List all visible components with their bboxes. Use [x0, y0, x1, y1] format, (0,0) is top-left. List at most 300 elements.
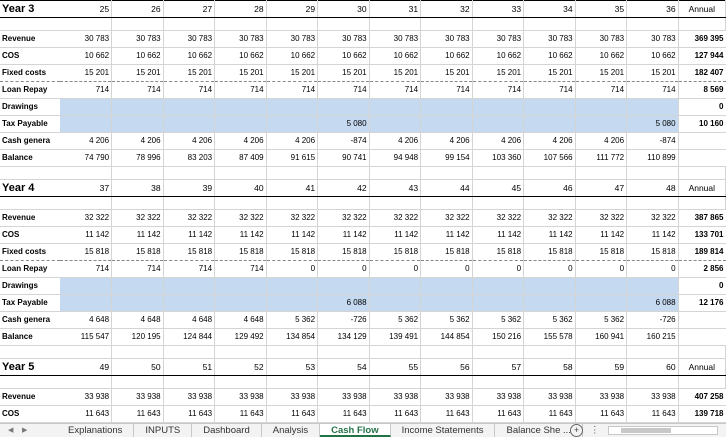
value-cell[interactable]: 714: [215, 82, 267, 99]
value-cell[interactable]: [575, 278, 627, 295]
row-label[interactable]: Tax Payable: [0, 295, 60, 312]
annual-total-cell[interactable]: 387 865: [678, 210, 725, 227]
value-cell[interactable]: 0: [318, 261, 370, 278]
value-cell[interactable]: 91 615: [266, 150, 318, 167]
value-cell[interactable]: 30 783: [524, 31, 576, 48]
blank-cell[interactable]: [318, 167, 370, 180]
value-cell[interactable]: 90 741: [318, 150, 370, 167]
blank-cell[interactable]: [472, 197, 524, 210]
month-number-cell[interactable]: 37: [60, 180, 112, 197]
value-cell[interactable]: 33 938: [112, 389, 164, 406]
blank-cell[interactable]: [163, 18, 215, 31]
month-number-cell[interactable]: 55: [369, 359, 421, 376]
row-label[interactable]: Balance: [0, 329, 60, 346]
value-cell[interactable]: 11 142: [421, 227, 473, 244]
blank-cell[interactable]: [472, 376, 524, 389]
blank-cell[interactable]: [678, 197, 725, 210]
month-number-cell[interactable]: 40: [215, 180, 267, 197]
month-number-cell[interactable]: 43: [369, 180, 421, 197]
value-cell[interactable]: 0: [472, 261, 524, 278]
blank-cell[interactable]: [266, 197, 318, 210]
value-cell[interactable]: [369, 295, 421, 312]
value-cell[interactable]: 32 322: [524, 210, 576, 227]
row-label[interactable]: COS: [0, 48, 60, 65]
month-number-cell[interactable]: 53: [266, 359, 318, 376]
value-cell[interactable]: [60, 278, 112, 295]
month-number-cell[interactable]: 33: [472, 1, 524, 18]
month-number-cell[interactable]: 48: [627, 180, 679, 197]
value-cell[interactable]: 32 322: [627, 210, 679, 227]
value-cell[interactable]: [112, 278, 164, 295]
value-cell[interactable]: [627, 278, 679, 295]
value-cell[interactable]: 15 818: [266, 244, 318, 261]
value-cell[interactable]: 129 492: [215, 329, 267, 346]
value-cell[interactable]: 15 201: [575, 65, 627, 82]
value-cell[interactable]: 11 643: [575, 406, 627, 423]
month-number-cell[interactable]: 25: [60, 1, 112, 18]
month-number-cell[interactable]: 29: [266, 1, 318, 18]
blank-cell[interactable]: [421, 167, 473, 180]
blank-cell[interactable]: [369, 346, 421, 359]
month-number-cell[interactable]: 59: [575, 359, 627, 376]
annual-total-cell[interactable]: 182 407: [678, 65, 725, 82]
blank-cell[interactable]: [627, 346, 679, 359]
value-cell[interactable]: [421, 278, 473, 295]
row-label[interactable]: Drawings: [0, 99, 60, 116]
value-cell[interactable]: 11 142: [112, 227, 164, 244]
value-cell[interactable]: 32 322: [575, 210, 627, 227]
value-cell[interactable]: 11 643: [163, 406, 215, 423]
month-number-cell[interactable]: 27: [163, 1, 215, 18]
value-cell[interactable]: 74 790: [60, 150, 112, 167]
triangle-right-icon[interactable]: ▶: [22, 427, 28, 434]
plus-circle-icon[interactable]: +: [570, 424, 583, 437]
value-cell[interactable]: [112, 295, 164, 312]
value-cell[interactable]: 714: [215, 261, 267, 278]
month-number-cell[interactable]: 57: [472, 359, 524, 376]
value-cell[interactable]: 10 662: [421, 48, 473, 65]
value-cell[interactable]: 15 818: [421, 244, 473, 261]
annual-header-cell[interactable]: Annual: [678, 180, 725, 197]
value-cell[interactable]: 11 643: [369, 406, 421, 423]
blank-cell[interactable]: [0, 346, 60, 359]
value-cell[interactable]: 714: [575, 82, 627, 99]
sheet-tab[interactable]: Cash Flow: [320, 424, 391, 437]
value-cell[interactable]: [60, 99, 112, 116]
blank-cell[interactable]: [575, 18, 627, 31]
value-cell[interactable]: 15 201: [627, 65, 679, 82]
value-cell[interactable]: 4 648: [215, 312, 267, 329]
month-number-cell[interactable]: 32: [421, 1, 473, 18]
blank-cell[interactable]: [266, 167, 318, 180]
value-cell[interactable]: 11 643: [215, 406, 267, 423]
value-cell[interactable]: 0: [627, 261, 679, 278]
value-cell[interactable]: 11 643: [266, 406, 318, 423]
annual-total-cell[interactable]: 8 569: [678, 82, 725, 99]
blank-cell[interactable]: [0, 197, 60, 210]
value-cell[interactable]: 15 201: [369, 65, 421, 82]
value-cell[interactable]: [266, 99, 318, 116]
blank-cell[interactable]: [524, 197, 576, 210]
row-label[interactable]: Loan Repay: [0, 261, 60, 278]
blank-cell[interactable]: [575, 197, 627, 210]
annual-header-cell[interactable]: Annual: [678, 1, 725, 18]
value-cell[interactable]: [524, 99, 576, 116]
value-cell[interactable]: 11 643: [524, 406, 576, 423]
value-cell[interactable]: [472, 278, 524, 295]
value-cell[interactable]: 33 938: [266, 389, 318, 406]
blank-cell[interactable]: [524, 346, 576, 359]
row-label[interactable]: Revenue: [0, 31, 60, 48]
value-cell[interactable]: 15 201: [266, 65, 318, 82]
value-cell[interactable]: 30 783: [163, 31, 215, 48]
value-cell[interactable]: 4 206: [575, 133, 627, 150]
row-label[interactable]: COS: [0, 406, 60, 423]
annual-header-cell[interactable]: Annual: [678, 359, 725, 376]
value-cell[interactable]: [163, 99, 215, 116]
value-cell[interactable]: [575, 116, 627, 133]
value-cell[interactable]: 15 818: [627, 244, 679, 261]
value-cell[interactable]: [266, 278, 318, 295]
value-cell[interactable]: 32 322: [369, 210, 421, 227]
blank-cell[interactable]: [472, 18, 524, 31]
value-cell[interactable]: 32 322: [472, 210, 524, 227]
value-cell[interactable]: 714: [524, 82, 576, 99]
value-cell[interactable]: 0: [575, 261, 627, 278]
annual-total-cell[interactable]: [678, 329, 725, 346]
value-cell[interactable]: [472, 295, 524, 312]
blank-cell[interactable]: [678, 167, 725, 180]
value-cell[interactable]: 5 362: [266, 312, 318, 329]
value-cell[interactable]: [112, 99, 164, 116]
sheet-tab[interactable]: Explanations: [57, 424, 134, 437]
value-cell[interactable]: 83 203: [163, 150, 215, 167]
value-cell[interactable]: 15 818: [524, 244, 576, 261]
value-cell[interactable]: 11 142: [163, 227, 215, 244]
annual-total-cell[interactable]: 407 258: [678, 389, 725, 406]
value-cell[interactable]: 33 938: [369, 389, 421, 406]
value-cell[interactable]: [215, 278, 267, 295]
value-cell[interactable]: [369, 99, 421, 116]
blank-cell[interactable]: [318, 18, 370, 31]
sheet-tab[interactable]: Income Statements: [391, 424, 496, 437]
blank-cell[interactable]: [575, 346, 627, 359]
value-cell[interactable]: [215, 99, 267, 116]
month-number-cell[interactable]: 54: [318, 359, 370, 376]
blank-cell[interactable]: [163, 197, 215, 210]
value-cell[interactable]: 0: [369, 261, 421, 278]
value-cell[interactable]: 10 662: [524, 48, 576, 65]
value-cell[interactable]: [163, 295, 215, 312]
blank-cell[interactable]: [421, 18, 473, 31]
value-cell[interactable]: 10 662: [60, 48, 112, 65]
annual-total-cell[interactable]: 0: [678, 278, 725, 295]
value-cell[interactable]: 11 142: [524, 227, 576, 244]
blank-cell[interactable]: [60, 376, 112, 389]
month-number-cell[interactable]: 36: [627, 1, 679, 18]
value-cell[interactable]: 11 643: [627, 406, 679, 423]
blank-cell[interactable]: [215, 18, 267, 31]
value-cell[interactable]: 15 201: [421, 65, 473, 82]
year-title[interactable]: Year 4: [0, 180, 60, 197]
row-label[interactable]: Cash genera: [0, 312, 60, 329]
value-cell[interactable]: 5 362: [369, 312, 421, 329]
month-number-cell[interactable]: 58: [524, 359, 576, 376]
value-cell[interactable]: 10 662: [318, 48, 370, 65]
month-number-cell[interactable]: 51: [163, 359, 215, 376]
value-cell[interactable]: 33 938: [163, 389, 215, 406]
annual-total-cell[interactable]: 133 701: [678, 227, 725, 244]
value-cell[interactable]: [575, 295, 627, 312]
row-label[interactable]: Fixed costs: [0, 244, 60, 261]
value-cell[interactable]: 144 854: [421, 329, 473, 346]
horizontal-scrollbar[interactable]: [608, 426, 718, 435]
blank-cell[interactable]: [112, 376, 164, 389]
value-cell[interactable]: 4 206: [266, 133, 318, 150]
value-cell[interactable]: 4 206: [472, 133, 524, 150]
row-label[interactable]: Loan Repay: [0, 82, 60, 99]
value-cell[interactable]: 30 783: [421, 31, 473, 48]
row-label[interactable]: Fixed costs: [0, 65, 60, 82]
value-cell[interactable]: 714: [318, 82, 370, 99]
row-label[interactable]: Revenue: [0, 389, 60, 406]
row-label[interactable]: Cash genera: [0, 133, 60, 150]
value-cell[interactable]: [472, 99, 524, 116]
row-label[interactable]: Balance: [0, 150, 60, 167]
value-cell[interactable]: [163, 116, 215, 133]
year-title[interactable]: Year 5: [0, 359, 60, 376]
value-cell[interactable]: [524, 295, 576, 312]
value-cell[interactable]: 11 643: [60, 406, 112, 423]
month-number-cell[interactable]: 44: [421, 180, 473, 197]
month-number-cell[interactable]: 35: [575, 1, 627, 18]
blank-cell[interactable]: [678, 346, 725, 359]
value-cell[interactable]: 714: [112, 82, 164, 99]
value-cell[interactable]: 111 772: [575, 150, 627, 167]
value-cell[interactable]: 10 662: [472, 48, 524, 65]
blank-cell[interactable]: [60, 346, 112, 359]
value-cell[interactable]: 134 129: [318, 329, 370, 346]
sheet-tab[interactable]: Dashboard: [192, 424, 261, 437]
row-label[interactable]: COS: [0, 227, 60, 244]
value-cell[interactable]: 5 080: [627, 116, 679, 133]
blank-cell[interactable]: [524, 376, 576, 389]
value-cell[interactable]: 5 080: [318, 116, 370, 133]
value-cell[interactable]: 33 938: [524, 389, 576, 406]
value-cell[interactable]: 11 142: [60, 227, 112, 244]
month-number-cell[interactable]: 46: [524, 180, 576, 197]
month-number-cell[interactable]: 42: [318, 180, 370, 197]
value-cell[interactable]: 0: [524, 261, 576, 278]
value-cell[interactable]: 10 662: [163, 48, 215, 65]
value-cell[interactable]: [524, 278, 576, 295]
value-cell[interactable]: 11 643: [318, 406, 370, 423]
blank-cell[interactable]: [421, 197, 473, 210]
value-cell[interactable]: 714: [369, 82, 421, 99]
year-title[interactable]: Year 3: [0, 1, 60, 18]
value-cell[interactable]: 30 783: [318, 31, 370, 48]
value-cell[interactable]: 4 648: [60, 312, 112, 329]
blank-cell[interactable]: [421, 376, 473, 389]
value-cell[interactable]: 15 201: [163, 65, 215, 82]
blank-cell[interactable]: [215, 197, 267, 210]
blank-cell[interactable]: [318, 346, 370, 359]
blank-cell[interactable]: [421, 346, 473, 359]
blank-cell[interactable]: [318, 376, 370, 389]
value-cell[interactable]: 15 818: [112, 244, 164, 261]
scrollbar-thumb[interactable]: [621, 428, 671, 433]
blank-cell[interactable]: [60, 18, 112, 31]
blank-cell[interactable]: [575, 376, 627, 389]
value-cell[interactable]: 32 322: [266, 210, 318, 227]
value-cell[interactable]: [266, 116, 318, 133]
sheet-tab[interactable]: INPUTS: [134, 424, 192, 437]
blank-cell[interactable]: [112, 197, 164, 210]
value-cell[interactable]: 714: [421, 82, 473, 99]
blank-cell[interactable]: [627, 167, 679, 180]
value-cell[interactable]: 33 938: [215, 389, 267, 406]
month-number-cell[interactable]: 52: [215, 359, 267, 376]
value-cell[interactable]: 32 322: [215, 210, 267, 227]
value-cell[interactable]: 30 783: [627, 31, 679, 48]
month-number-cell[interactable]: 56: [421, 359, 473, 376]
value-cell[interactable]: 32 322: [60, 210, 112, 227]
value-cell[interactable]: 11 142: [575, 227, 627, 244]
value-cell[interactable]: 33 938: [60, 389, 112, 406]
value-cell[interactable]: 714: [266, 82, 318, 99]
sheet-tab[interactable]: Analysis: [262, 424, 320, 437]
value-cell[interactable]: -874: [318, 133, 370, 150]
value-cell[interactable]: [215, 295, 267, 312]
blank-cell[interactable]: [575, 167, 627, 180]
value-cell[interactable]: 4 206: [112, 133, 164, 150]
month-number-cell[interactable]: 28: [215, 1, 267, 18]
blank-cell[interactable]: [627, 18, 679, 31]
value-cell[interactable]: 5 362: [421, 312, 473, 329]
value-cell[interactable]: 11 142: [266, 227, 318, 244]
blank-cell[interactable]: [524, 167, 576, 180]
value-cell[interactable]: 5 362: [575, 312, 627, 329]
value-cell[interactable]: [421, 295, 473, 312]
value-cell[interactable]: [472, 116, 524, 133]
value-cell[interactable]: 15 818: [318, 244, 370, 261]
value-cell[interactable]: 4 206: [369, 133, 421, 150]
value-cell[interactable]: [575, 99, 627, 116]
ellipsis-icon[interactable]: ⋮: [590, 425, 600, 436]
blank-cell[interactable]: [369, 376, 421, 389]
blank-cell[interactable]: [60, 167, 112, 180]
value-cell[interactable]: 30 783: [60, 31, 112, 48]
value-cell[interactable]: 155 578: [524, 329, 576, 346]
value-cell[interactable]: 714: [163, 261, 215, 278]
value-cell[interactable]: -726: [318, 312, 370, 329]
blank-cell[interactable]: [112, 167, 164, 180]
month-number-cell[interactable]: 47: [575, 180, 627, 197]
value-cell[interactable]: 714: [112, 261, 164, 278]
month-number-cell[interactable]: 26: [112, 1, 164, 18]
value-cell[interactable]: 115 547: [60, 329, 112, 346]
blank-cell[interactable]: [163, 376, 215, 389]
value-cell[interactable]: 6 088: [627, 295, 679, 312]
value-cell[interactable]: [421, 116, 473, 133]
month-number-cell[interactable]: 49: [60, 359, 112, 376]
value-cell[interactable]: 714: [163, 82, 215, 99]
blank-cell[interactable]: [318, 197, 370, 210]
month-number-cell[interactable]: 60: [627, 359, 679, 376]
blank-cell[interactable]: [163, 167, 215, 180]
annual-total-cell[interactable]: 12 176: [678, 295, 725, 312]
value-cell[interactable]: [163, 278, 215, 295]
blank-cell[interactable]: [215, 346, 267, 359]
value-cell[interactable]: 11 142: [369, 227, 421, 244]
annual-total-cell[interactable]: 369 395: [678, 31, 725, 48]
value-cell[interactable]: 11 142: [215, 227, 267, 244]
value-cell[interactable]: [524, 116, 576, 133]
value-cell[interactable]: 10 662: [627, 48, 679, 65]
annual-total-cell[interactable]: 10 160: [678, 116, 725, 133]
annual-total-cell[interactable]: 127 944: [678, 48, 725, 65]
value-cell[interactable]: 10 662: [369, 48, 421, 65]
value-cell[interactable]: [369, 116, 421, 133]
annual-total-cell[interactable]: 2 856: [678, 261, 725, 278]
blank-cell[interactable]: [369, 197, 421, 210]
value-cell[interactable]: [60, 116, 112, 133]
value-cell[interactable]: 107 566: [524, 150, 576, 167]
value-cell[interactable]: [266, 295, 318, 312]
annual-total-cell[interactable]: 0: [678, 99, 725, 116]
blank-cell[interactable]: [0, 376, 60, 389]
value-cell[interactable]: 78 996: [112, 150, 164, 167]
blank-cell[interactable]: [163, 346, 215, 359]
blank-cell[interactable]: [627, 197, 679, 210]
month-number-cell[interactable]: 30: [318, 1, 370, 18]
value-cell[interactable]: 11 142: [318, 227, 370, 244]
value-cell[interactable]: 33 938: [421, 389, 473, 406]
value-cell[interactable]: 103 360: [472, 150, 524, 167]
value-cell[interactable]: 4 206: [524, 133, 576, 150]
blank-cell[interactable]: [215, 376, 267, 389]
value-cell[interactable]: [369, 278, 421, 295]
blank-cell[interactable]: [266, 18, 318, 31]
value-cell[interactable]: 33 938: [472, 389, 524, 406]
month-number-cell[interactable]: 41: [266, 180, 318, 197]
annual-total-cell[interactable]: [678, 150, 725, 167]
sheet-tab[interactable]: Balance She ...: [495, 424, 582, 437]
row-label[interactable]: Drawings: [0, 278, 60, 295]
blank-cell[interactable]: [0, 167, 60, 180]
value-cell[interactable]: 30 783: [472, 31, 524, 48]
value-cell[interactable]: 15 818: [369, 244, 421, 261]
value-cell[interactable]: 30 783: [369, 31, 421, 48]
value-cell[interactable]: 15 201: [524, 65, 576, 82]
blank-cell[interactable]: [627, 376, 679, 389]
month-number-cell[interactable]: 50: [112, 359, 164, 376]
value-cell[interactable]: 134 854: [266, 329, 318, 346]
value-cell[interactable]: 4 206: [60, 133, 112, 150]
value-cell[interactable]: 15 818: [575, 244, 627, 261]
blank-cell[interactable]: [678, 18, 725, 31]
value-cell[interactable]: -874: [627, 133, 679, 150]
blank-cell[interactable]: [0, 18, 60, 31]
value-cell[interactable]: 11 643: [472, 406, 524, 423]
value-cell[interactable]: 714: [472, 82, 524, 99]
month-number-cell[interactable]: 38: [112, 180, 164, 197]
blank-cell[interactable]: [266, 346, 318, 359]
value-cell[interactable]: [112, 116, 164, 133]
blank-cell[interactable]: [369, 167, 421, 180]
row-label[interactable]: Revenue: [0, 210, 60, 227]
value-cell[interactable]: 33 938: [318, 389, 370, 406]
